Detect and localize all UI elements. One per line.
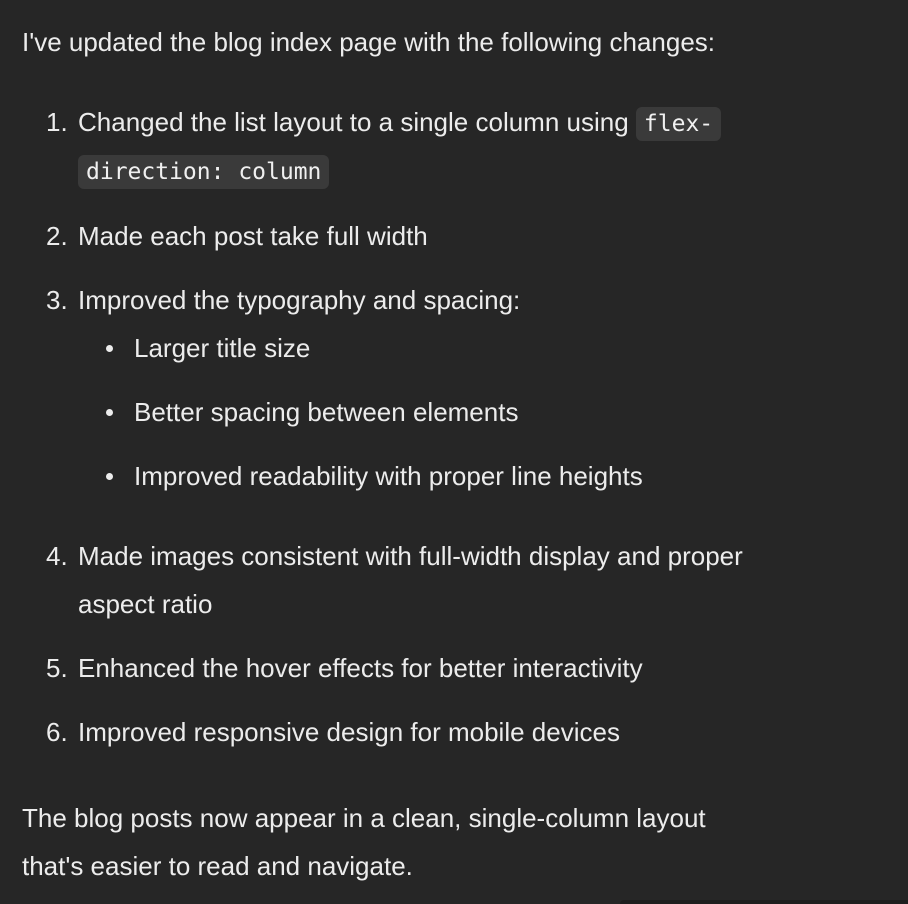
- list-item-continuation: aspect ratio: [78, 589, 213, 619]
- list-item-number: 6.: [46, 717, 68, 747]
- list-item-text: Made each post take full width: [78, 221, 428, 251]
- outro-line: that's easier to read and navigate.: [22, 851, 413, 881]
- list-item-number: 3.: [46, 285, 68, 315]
- list-item-label: Changed the list layout to a single column using: [78, 107, 636, 137]
- list-item-text: Made images consistent with full-width display and proper: [78, 541, 743, 571]
- sub-list-item-text: Better spacing between elements: [134, 397, 519, 427]
- message-intro: I've updated the blog index page with the following changes:: [22, 27, 716, 57]
- bullet-icon: [106, 473, 113, 480]
- bullet-icon: [106, 409, 113, 416]
- inline-code: direction: column: [78, 155, 329, 189]
- list-item-number: 1.: [46, 107, 68, 137]
- inline-code: flex-: [636, 107, 721, 141]
- list-item-text: Improved responsive design for mobile devices: [78, 717, 620, 747]
- list-item-text: Enhanced the hover effects for better interactivity: [78, 653, 643, 683]
- sub-list-item-text: Improved readability with proper line heights: [134, 461, 643, 491]
- list-item-number: 4.: [46, 541, 68, 571]
- panel-edge: [620, 900, 908, 904]
- list-item-number: 5.: [46, 653, 68, 683]
- bullet-icon: [106, 345, 113, 352]
- sub-list-item-text: Larger title size: [134, 333, 311, 363]
- list-item-text: Improved the typography and spacing:: [78, 285, 521, 315]
- list-item-continuation: [78, 146, 329, 196]
- message-outro: [22, 794, 892, 890]
- list-item-number: 2.: [46, 221, 68, 251]
- list-item-text: [78, 98, 721, 148]
- outro-line: The blog posts now appear in a clean, single-column layout: [22, 803, 706, 833]
